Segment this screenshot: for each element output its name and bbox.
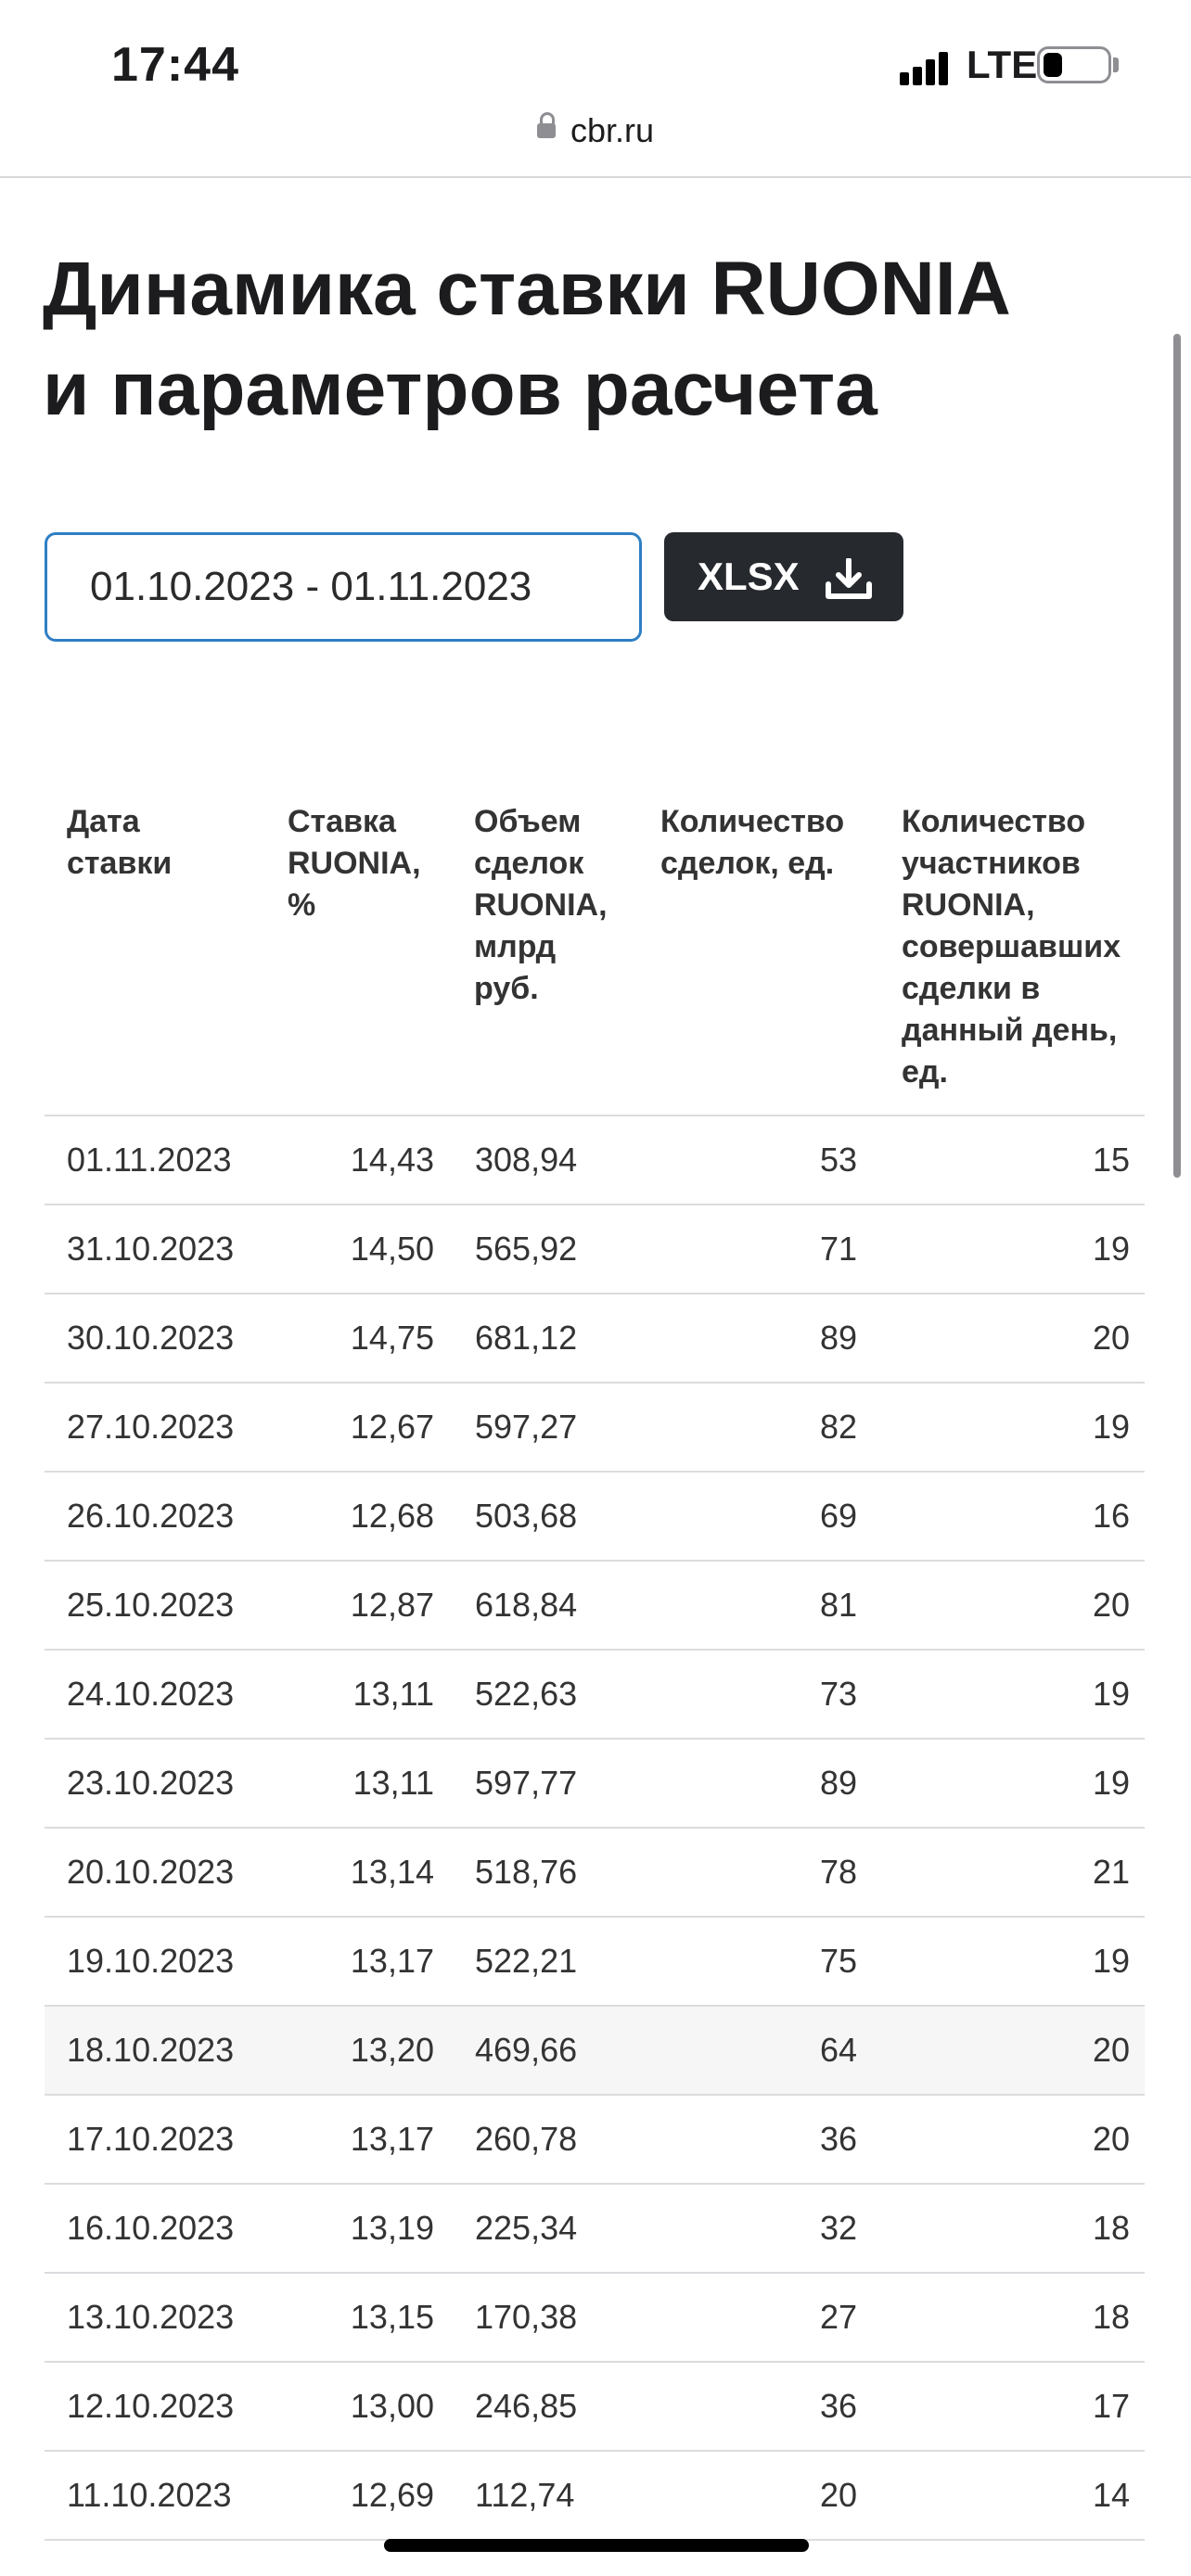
- cell-date: 11.10.2023: [67, 2476, 232, 2514]
- cell-deals: 75: [819, 1942, 857, 1980]
- cell-deals: 81: [819, 1586, 857, 1624]
- table-row: [45, 2096, 1145, 2185]
- cell-participants: 19: [1092, 1942, 1130, 1980]
- cell-rate: 14,43: [350, 1141, 434, 1179]
- cell-rate: 13,17: [350, 1942, 434, 1980]
- table-row: [45, 1740, 1145, 1829]
- header-deals-count: Количество сделок, ед.: [660, 804, 845, 881]
- cell-deals: 78: [819, 1853, 857, 1891]
- cell-rate: 13,11: [352, 1675, 434, 1713]
- cell-rate: 13,00: [350, 2387, 434, 2425]
- cell-deals: 82: [819, 1408, 857, 1446]
- cell-rate: 13,19: [350, 2209, 434, 2247]
- table-body: [45, 1116, 1145, 2541]
- table-row: [45, 1651, 1145, 1740]
- cell-volume: 503,68: [475, 1497, 578, 1535]
- cell-date: 19.10.2023: [67, 1942, 235, 1980]
- cell-rate: 13,11: [352, 1764, 434, 1802]
- cell-date: 17.10.2023: [67, 2120, 235, 2158]
- page-title-line2: и параметров расчета: [43, 347, 877, 431]
- cell-rate: 13,15: [350, 2298, 434, 2336]
- cell-deals: 32: [819, 2209, 857, 2247]
- cell-participants: 19: [1092, 1764, 1130, 1802]
- cell-rate: 12,69: [350, 2476, 434, 2514]
- cell-participants: 14: [1092, 2476, 1130, 2514]
- cellular-signal-icon: [900, 48, 959, 85]
- table-row: [45, 2007, 1145, 2096]
- cell-volume: 246,85: [475, 2387, 578, 2425]
- table-row: [45, 1116, 1145, 1205]
- cell-participants: 17: [1092, 2387, 1130, 2425]
- cell-date: 18.10.2023: [67, 2031, 235, 2069]
- table-row: [45, 2452, 1145, 2541]
- cell-volume: 170,38: [475, 2298, 578, 2336]
- lock-icon: [537, 123, 556, 138]
- cell-volume: 522,63: [475, 1675, 578, 1713]
- cell-date: 30.10.2023: [67, 1319, 235, 1357]
- cell-deals: 89: [819, 1319, 857, 1357]
- cell-volume: 597,77: [475, 1764, 578, 1802]
- cell-rate: 13,17: [350, 2120, 434, 2158]
- cell-participants: 19: [1092, 1408, 1130, 1446]
- cell-deals: 71: [819, 1230, 857, 1268]
- cell-rate: 13,14: [350, 1853, 434, 1891]
- table-row: [45, 1829, 1145, 1918]
- cell-date: 27.10.2023: [67, 1408, 235, 1446]
- cell-participants: 19: [1092, 1230, 1130, 1268]
- cell-rate: 12,68: [350, 1497, 434, 1535]
- cell-date: 16.10.2023: [67, 2209, 235, 2247]
- cell-volume: 469,66: [475, 2031, 578, 2069]
- header-rate: Ставка RUONIA, %: [288, 804, 421, 923]
- cell-volume: 518,76: [475, 1853, 578, 1891]
- url-text: cbr.ru: [570, 111, 655, 149]
- cell-rate: 13,20: [350, 2031, 434, 2069]
- cell-date: 20.10.2023: [67, 1853, 235, 1891]
- cell-volume: 597,27: [475, 1408, 578, 1446]
- home-indicator[interactable]: [384, 2539, 809, 2552]
- header-volume: Объем сделок RUONIA, млрд руб.: [474, 804, 608, 1006]
- cell-volume: 260,78: [475, 2120, 578, 2158]
- cell-participants: 18: [1092, 2298, 1130, 2336]
- browser-divider: [0, 176, 1191, 178]
- header-date: Дата ставки: [67, 804, 173, 881]
- cell-deals: 73: [819, 1675, 857, 1713]
- cell-rate: 12,67: [350, 1408, 434, 1446]
- battery-level: [1044, 53, 1062, 77]
- table-row: [45, 1205, 1145, 1294]
- page-scrollbar[interactable]: [1173, 334, 1181, 1178]
- table-header: [45, 796, 1145, 1116]
- cell-participants: 19: [1092, 1675, 1130, 1713]
- cell-date: 01.11.2023: [67, 1141, 232, 1179]
- cell-date: 31.10.2023: [67, 1230, 235, 1268]
- network-type: LTE: [967, 43, 1038, 86]
- cell-deals: 64: [819, 2031, 857, 2069]
- cell-deals: 69: [819, 1497, 857, 1535]
- table-row: [45, 1294, 1145, 1384]
- cell-participants: 20: [1092, 1586, 1130, 1624]
- table-row: [45, 1473, 1145, 1562]
- cell-date: 25.10.2023: [67, 1586, 235, 1624]
- table-row: [45, 2363, 1145, 2452]
- cell-participants: 15: [1092, 1141, 1130, 1179]
- cell-rate: 12,87: [350, 1586, 434, 1624]
- cell-deals: 89: [819, 1764, 857, 1802]
- cell-rate: 14,50: [350, 1230, 434, 1268]
- cell-volume: 618,84: [475, 1586, 578, 1624]
- table-row: [45, 2274, 1145, 2363]
- cell-volume: 681,12: [475, 1319, 578, 1357]
- cell-volume: 522,21: [475, 1942, 578, 1980]
- cell-participants: 20: [1092, 1319, 1130, 1357]
- cell-rate: 14,75: [350, 1319, 434, 1357]
- cell-deals: 36: [819, 2387, 857, 2425]
- table-row: [45, 1918, 1145, 2007]
- date-range-input[interactable]: 01.10.2023 - 01.11.2023: [45, 532, 642, 642]
- cell-deals: 20: [819, 2476, 857, 2514]
- cell-deals: 36: [819, 2120, 857, 2158]
- battery-icon: [1037, 46, 1111, 83]
- table-row: [45, 2185, 1145, 2274]
- cell-volume: 225,34: [475, 2209, 578, 2247]
- cell-participants: 21: [1092, 1853, 1130, 1891]
- cell-date: 13.10.2023: [67, 2298, 235, 2336]
- header-participants: Количество участников RUONIA, совершавших сделки в данный день, ед.: [902, 804, 1121, 1090]
- page-title: [43, 239, 1109, 440]
- cell-date: 24.10.2023: [67, 1675, 235, 1713]
- page-title-line1: Динамика ставки RUONIA: [43, 247, 1011, 331]
- xlsx-label: XLSX: [698, 555, 800, 598]
- table-row: [45, 1384, 1145, 1473]
- cell-date: 23.10.2023: [67, 1764, 235, 1802]
- cell-volume: 112,74: [475, 2476, 575, 2514]
- xlsx-download-button[interactable]: [664, 532, 903, 621]
- cell-volume: 565,92: [475, 1230, 578, 1268]
- cell-deals: 27: [819, 2298, 857, 2336]
- status-time: 17:44: [111, 38, 239, 92]
- table-row: [45, 1562, 1145, 1651]
- cell-participants: 18: [1092, 2209, 1130, 2247]
- cell-participants: 20: [1092, 2120, 1130, 2158]
- cell-participants: 20: [1092, 2031, 1130, 2069]
- cell-deals: 53: [819, 1141, 857, 1179]
- address-bar[interactable]: [0, 111, 1191, 176]
- battery-tip: [1113, 57, 1119, 72]
- download-icon: [824, 558, 874, 601]
- cell-date: 26.10.2023: [67, 1497, 235, 1535]
- cell-volume: 308,94: [475, 1141, 578, 1179]
- ruonia-table: [45, 796, 1145, 2541]
- cell-date: 12.10.2023: [67, 2387, 235, 2425]
- cell-participants: 16: [1092, 1497, 1130, 1535]
